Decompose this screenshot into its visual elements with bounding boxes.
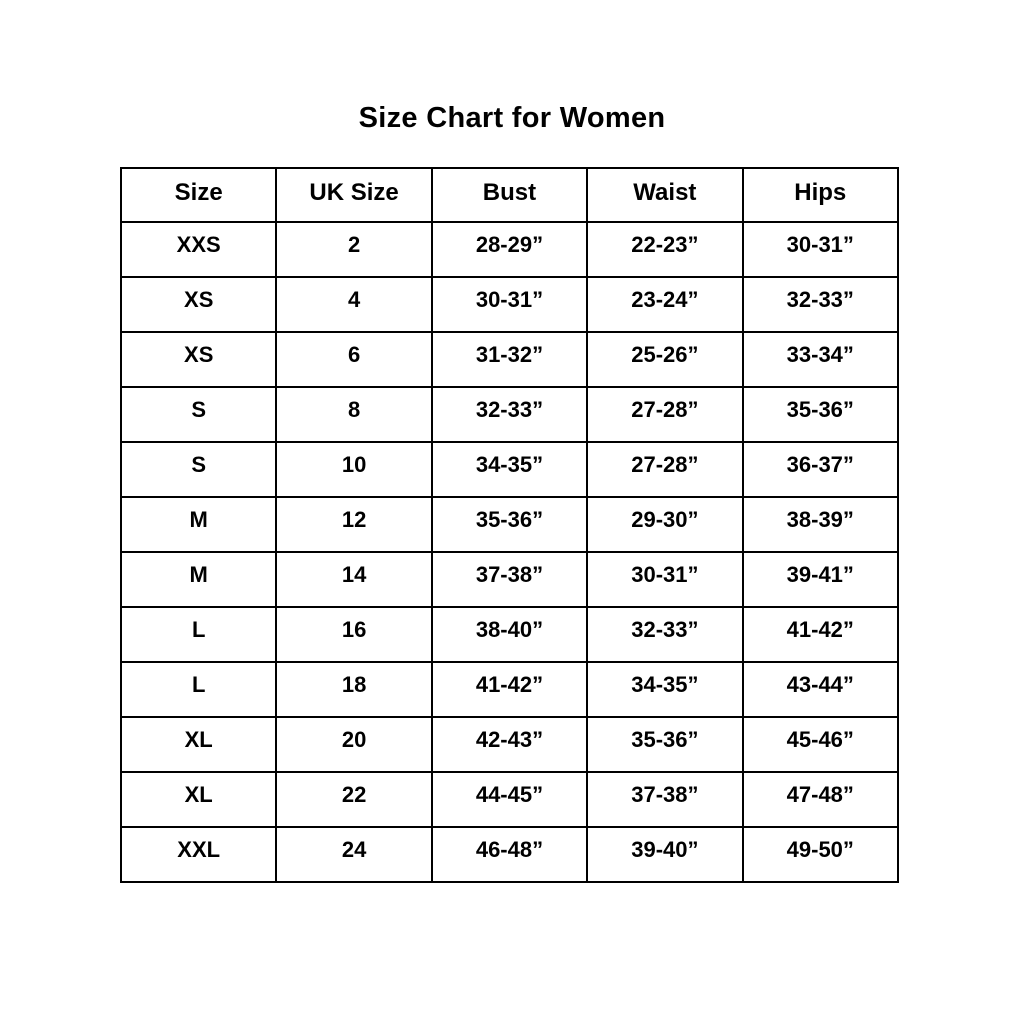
header-cell-bust: Bust	[432, 168, 587, 222]
cell-uk-size: 8	[276, 387, 431, 442]
cell-uk-size: 14	[276, 552, 431, 607]
cell-hips: 38-39”	[743, 497, 898, 552]
cell-size: XL	[121, 717, 276, 772]
cell-uk-size: 10	[276, 442, 431, 497]
cell-bust: 38-40”	[432, 607, 587, 662]
page-title: Size Chart for Women	[358, 102, 666, 134]
cell-uk-size: 2	[276, 222, 431, 277]
size-chart-table	[120, 167, 899, 883]
cell-uk-size: 16	[276, 607, 431, 662]
cell-size: L	[121, 607, 276, 662]
cell-bust: 34-35”	[432, 442, 587, 497]
header-row	[121, 168, 898, 222]
cell-waist: 39-40”	[587, 827, 742, 882]
cell-waist: 29-30”	[587, 497, 742, 552]
cell-size: M	[121, 497, 276, 552]
cell-bust: 35-36”	[432, 497, 587, 552]
table-row	[121, 497, 898, 552]
cell-waist: 32-33”	[587, 607, 742, 662]
table-row	[121, 277, 898, 332]
cell-bust: 37-38”	[432, 552, 587, 607]
cell-hips: 32-33”	[743, 277, 898, 332]
cell-hips: 39-41”	[743, 552, 898, 607]
cell-bust: 44-45”	[432, 772, 587, 827]
cell-uk-size: 6	[276, 332, 431, 387]
cell-hips: 45-46”	[743, 717, 898, 772]
cell-size: XS	[121, 332, 276, 387]
cell-uk-size: 4	[276, 277, 431, 332]
table-row	[121, 332, 898, 387]
table-row	[121, 387, 898, 442]
cell-size: S	[121, 442, 276, 497]
cell-size: L	[121, 662, 276, 717]
cell-uk-size: 18	[276, 662, 431, 717]
cell-hips: 30-31”	[743, 222, 898, 277]
cell-size: XS	[121, 277, 276, 332]
cell-size: S	[121, 387, 276, 442]
cell-hips: 35-36”	[743, 387, 898, 442]
cell-hips: 47-48”	[743, 772, 898, 827]
cell-waist: 30-31”	[587, 552, 742, 607]
cell-uk-size: 12	[276, 497, 431, 552]
table-row	[121, 772, 898, 827]
cell-uk-size: 22	[276, 772, 431, 827]
header-cell-uk-size: UK Size	[276, 168, 431, 222]
header-cell-size: Size	[121, 168, 276, 222]
cell-size: XL	[121, 772, 276, 827]
cell-waist: 27-28”	[587, 442, 742, 497]
cell-uk-size: 20	[276, 717, 431, 772]
cell-waist: 34-35”	[587, 662, 742, 717]
table-row	[121, 442, 898, 497]
cell-bust: 46-48”	[432, 827, 587, 882]
cell-hips: 43-44”	[743, 662, 898, 717]
table-row	[121, 662, 898, 717]
cell-waist: 27-28”	[587, 387, 742, 442]
cell-size: XXL	[121, 827, 276, 882]
cell-size: M	[121, 552, 276, 607]
table-row	[121, 222, 898, 277]
cell-waist: 37-38”	[587, 772, 742, 827]
cell-hips: 49-50”	[743, 827, 898, 882]
cell-waist: 22-23”	[587, 222, 742, 277]
cell-bust: 28-29”	[432, 222, 587, 277]
cell-size: XXS	[121, 222, 276, 277]
cell-waist: 25-26”	[587, 332, 742, 387]
table-row	[121, 827, 898, 882]
cell-hips: 33-34”	[743, 332, 898, 387]
cell-waist: 35-36”	[587, 717, 742, 772]
header-cell-waist: Waist	[587, 168, 742, 222]
header-cell-hips: Hips	[743, 168, 898, 222]
table-row	[121, 717, 898, 772]
cell-waist: 23-24”	[587, 277, 742, 332]
cell-hips: 36-37”	[743, 442, 898, 497]
table-row	[121, 607, 898, 662]
cell-hips: 41-42”	[743, 607, 898, 662]
cell-bust: 42-43”	[432, 717, 587, 772]
cell-uk-size: 24	[276, 827, 431, 882]
cell-bust: 32-33”	[432, 387, 587, 442]
table-row	[121, 552, 898, 607]
cell-bust: 31-32”	[432, 332, 587, 387]
cell-bust: 41-42”	[432, 662, 587, 717]
cell-bust: 30-31”	[432, 277, 587, 332]
